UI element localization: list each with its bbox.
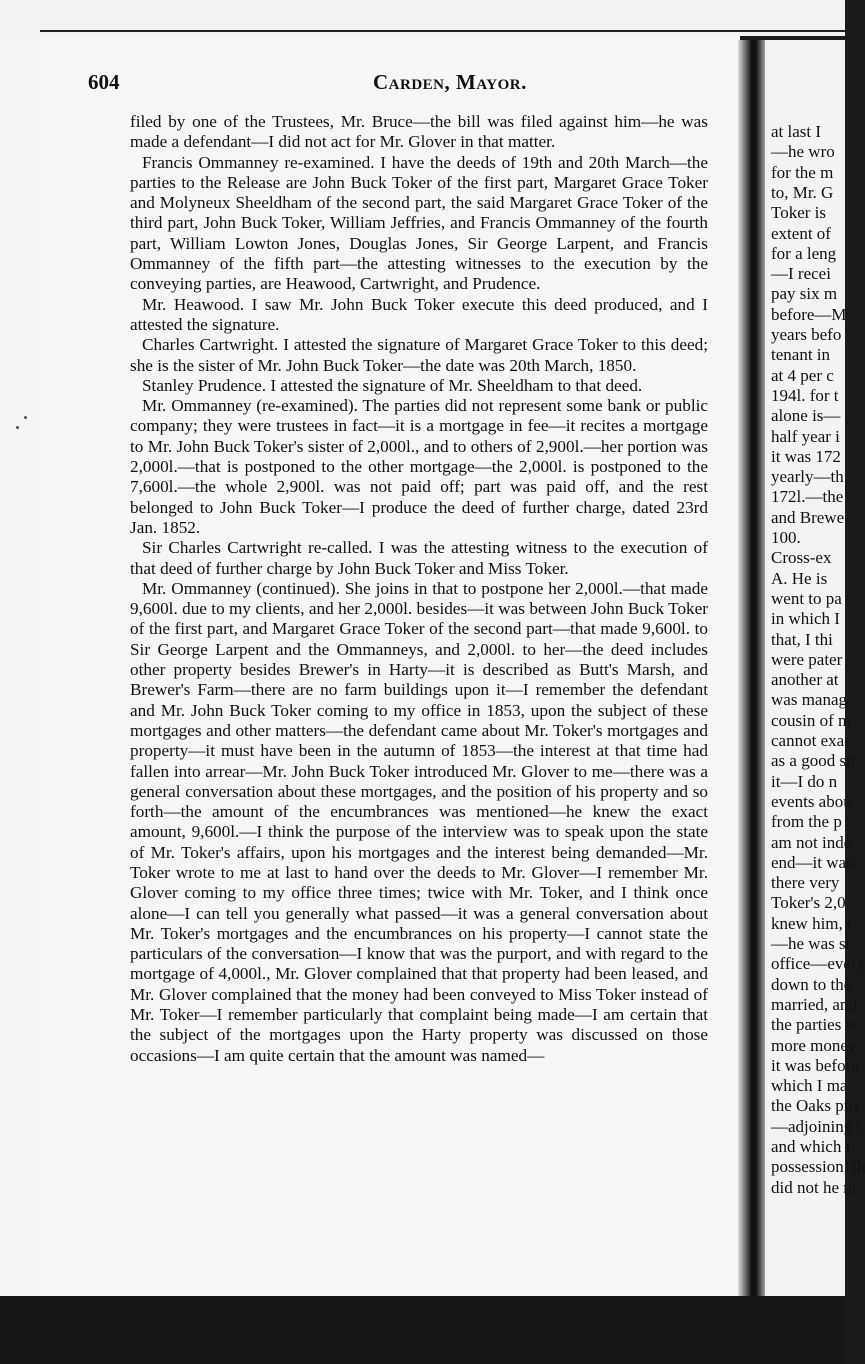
facing-page-line: Toker is <box>771 203 826 223</box>
facing-page-line: 100. <box>771 528 801 547</box>
paragraph: filed by one of the Trustees, Mr. Bruce—the bill was filed against him—he was made a defendant—I did not act for Mr. Glover in that matter. <box>130 112 708 152</box>
facing-page-line: Toker's 2,0 <box>771 893 846 913</box>
facing-page-line: to, Mr. G <box>771 182 834 202</box>
facing-page-line: extent of <box>771 223 831 243</box>
facing-page-line: A. He is <box>771 568 828 588</box>
facing-page-line: —he was st <box>771 934 851 953</box>
facing-page-line: at 4 per c <box>771 365 834 385</box>
running-title: Carden, Mayor. <box>373 70 527 94</box>
facing-page-line: down to the <box>771 974 852 994</box>
facing-page-line: years befo <box>771 325 842 344</box>
facing-page-line: and Brewe <box>771 507 845 527</box>
speck <box>24 416 27 419</box>
page-number: 604 <box>88 70 120 94</box>
facing-page-line: tenant in <box>771 345 831 365</box>
paragraph: Charles Cartwright. I attested the signature of Margaret Grace Toker to this deed; she is the sister of Mr. John Buck Toker—the date was 20th March, 1850. <box>130 335 708 375</box>
facing-page-line: as a good sp <box>771 751 855 771</box>
facing-page-line: the parties w <box>771 1015 858 1035</box>
facing-page-line: that, I thi <box>771 629 833 649</box>
page-header <box>88 70 700 102</box>
facing-page-line: and which i <box>771 1137 851 1156</box>
scan-background-bottom <box>0 1296 845 1364</box>
facing-page-line: did not he m <box>771 1177 857 1197</box>
facing-page-line: the Oaks pro <box>771 1096 858 1116</box>
paragraph: Mr. Ommanney (continued). She joins in that to postpone her 2,000l.—that made 9,600l. due to my clients, and her 2,000l. besides—it was between John Buck Toker of the first part, and Margaret Grace Toker of the second part—that made 9,600l. to Sir George Larpent and the Ommanneys, and 2,000l. to her—the deed includes other property besides Brewer's in Harty—it is described as Butt's Marsh, and Brewer's Farm—there are no farm buildings upon it—I remember the defendant and Mr. John Buck Toker coming to my office in 1853, upon the subject of these mortgages and other matters—the defendant came about Mr. Toker's mortgages and property—it must have been in the autumn of 1853—the interest at that time had fallen into arrear—Mr. John Buck Toker introduced Mr. Glover to me—there was a general conversation about these mortgages, and the position of his property and so forth—the amount of the encumbrances was mentioned—he knew the exact amount, 9,600l.—I think the purpose of the interview was to speak upon the state of Mr. Toker's affairs, upon his mortgages and the interest being demanded—Mr. Toker wrote to me at last to hand over the deeds to Mr. Glover—I remember Mr. Glover coming to my office three times; twice with Mr. Toker, and I think once alone—I can tell you generally what passed—it was a general conversation about Mr. Toker's mortgages and the encumbrances on his property—I cannot state the particulars of the conversation—I know that was the purport, and with regard to the mortgage of 4,000l., Mr. Glover complained that that property had been leased, and Mr. Glover complained that the money had been conveyed to Miss Toker instead of Mr. Toker—I remember particularly that complaint being made—I am certain that the subject of the mortgages upon the Harty property was discussed on those occasions—I am quite certain that the amount was named— <box>130 578 708 1065</box>
paragraph: Stanley Prudence. I attested the signature of Mr. Sheeldham to that deed. <box>142 375 643 395</box>
facing-page-line: knew him, i <box>771 913 852 933</box>
facing-page-line: alone is— <box>771 406 841 426</box>
facing-page-line: before—M <box>771 304 847 324</box>
paragraph: Mr. Ommanney (re-examined). The parties did not represent some bank or public company; they were trustees in fact—it is a mortgage in fee—it recites a mortgage to Mr. John Buck Toker's sister of 2,000l., and to others of 2,900l.—her portion was 2,000l.—that is postponed to the other mortgage—the 2,000l. is postponed to the 7,600l.—the whole 2,900l. was not paid off; part was paid off, and the rest belonged to John Buck Toker—I produce the deed of further charge, dated 23rd Jan. 1852. <box>130 396 708 537</box>
facing-page-line: am not inde <box>771 832 852 852</box>
facing-page-line: married, and <box>771 994 857 1014</box>
facing-page-line: events abou <box>771 791 852 811</box>
facing-page-line: office—every <box>771 954 865 974</box>
body-text <box>130 112 708 1066</box>
paragraph: Sir Charles Cartwright re-called. I was the attesting witness to the execution of that deed of further charge by John Buck Toker and Miss Toker. <box>130 538 708 578</box>
facing-page-line: possession, th <box>771 1157 865 1177</box>
facing-page-line: cannot exac <box>771 731 852 750</box>
page-edge-line <box>40 30 845 32</box>
facing-page-line: it was before <box>771 1055 859 1075</box>
speck <box>16 426 19 429</box>
facing-page-line: another at <box>771 670 839 690</box>
facing-page-line: end—it was <box>771 852 853 872</box>
paragraph: Francis Ommanney re-examined. I have the deeds of 19th and 20th March—the parties to the Release are John Buck Toker of the first part, Margaret Grace Toker and Molyneux Sheeldham of the second part, the said Margaret Grace Toker of the third part, John Buck Toker, William Jeffries, and Francis Ommanney of the fourth part, William Lowton Jones, Douglas Jones, Sir George Larpent, and Francis Ommanney of the fifth part—the attesting witnesses to the execution by the conveying parties, are Heawood, Cartwright, and Prudence. <box>130 152 708 294</box>
facing-page-line: for the m <box>771 162 834 182</box>
facing-page-line: were pater <box>771 649 843 669</box>
facing-page-line: 194l. for t <box>771 385 839 405</box>
facing-page-line: pay six m <box>771 284 838 304</box>
facing-page-line: in which I <box>771 609 840 629</box>
facing-page-line: more money <box>771 1035 857 1055</box>
paragraph: Mr. Heawood. I saw Mr. John Buck Toker execute this deed produced, and I attested the signature. <box>130 294 708 334</box>
facing-page-line: for a leng <box>771 243 837 263</box>
facing-page-line: at last I <box>771 122 822 141</box>
facing-page-line: —adjoining t <box>771 1116 862 1136</box>
facing-page-line: —I recei <box>771 264 831 284</box>
facing-page-line: cousin of m <box>771 710 852 730</box>
facing-page-line: Cross-ex <box>771 548 832 568</box>
facing-page-line: there very <box>771 873 840 893</box>
facing-page-line: 172l.—the <box>771 487 844 507</box>
facing-page-line: half year i <box>771 426 840 446</box>
facing-page-line: yearly—th <box>771 467 844 487</box>
facing-page-line: went to pa <box>771 588 842 608</box>
left-margin <box>0 36 40 1296</box>
book-gutter <box>738 40 768 1296</box>
facing-page-line: from the p <box>771 812 842 832</box>
facing-page-line: was manag <box>771 690 848 710</box>
facing-page-line: which I ma <box>771 1076 848 1096</box>
book-page-right <box>765 40 865 1296</box>
facing-page-line: —he wro <box>771 142 835 162</box>
facing-page-line: it—I do n <box>771 771 838 791</box>
facing-page-line: it was 172 <box>771 446 841 466</box>
